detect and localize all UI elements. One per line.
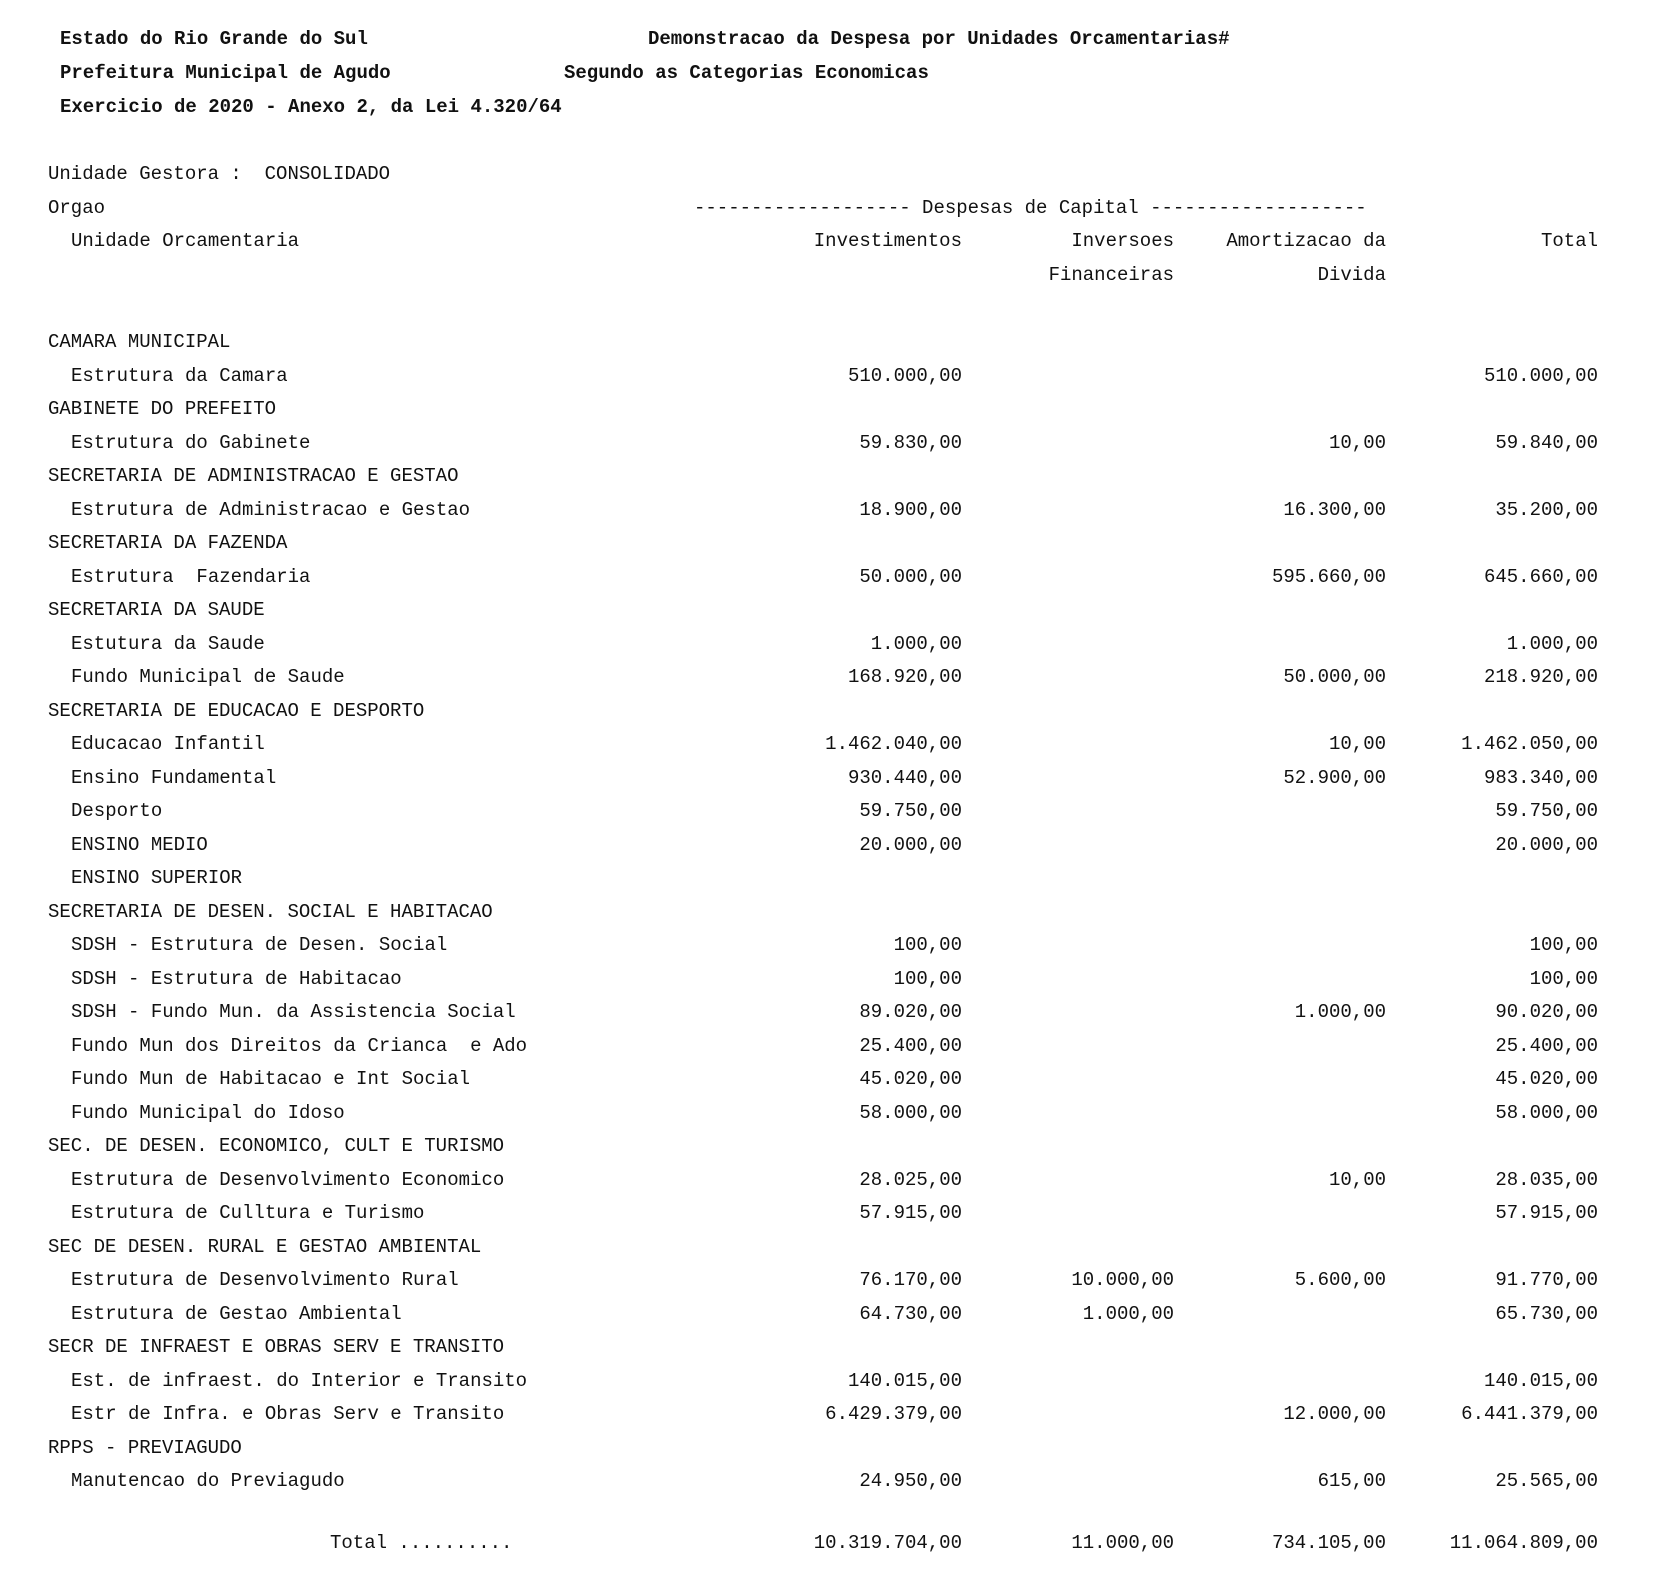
unidade-label: Fundo Municipal de Saude (71, 666, 345, 688)
cell-investimentos: 100,00 (893, 934, 962, 956)
cell-total: 25.400,00 (1495, 1035, 1598, 1057)
unidade-gestora-label: Unidade Gestora : CONSOLIDADO (48, 163, 391, 185)
cell-investimentos: 45.020,00 (859, 1068, 962, 1090)
cell-investimentos: 6.429.379,00 (825, 1403, 962, 1425)
cell-total: 100,00 (1529, 934, 1598, 956)
cell-total: 983.340,00 (1483, 767, 1598, 789)
cell-total: 645.660,00 (1483, 566, 1598, 588)
unidade-label: SDSH - Estrutura de Habitacao (71, 968, 402, 990)
unidade-orcamentaria-label: Unidade Orcamentaria (71, 230, 300, 252)
orgao-heading: SECRETARIA DA FAZENDA (48, 532, 288, 554)
cell-total: 90.020,00 (1495, 1001, 1598, 1023)
orgao-heading: SECRETARIA DE DESEN. SOCIAL E HABITACAO (48, 901, 493, 923)
report-title: Demonstracao da Despesa por Unidades Orcamentarias# (648, 28, 1230, 50)
col-amortizacao-line2: Divida (1317, 264, 1386, 286)
unidade-label: SDSH - Estrutura de Desen. Social (71, 934, 448, 956)
cell-total: 45.020,00 (1495, 1068, 1598, 1090)
cell-total: 510.000,00 (1483, 365, 1598, 387)
totals-investimentos: 10.319.704,00 (813, 1532, 962, 1554)
unidade-label: Ensino Fundamental (71, 767, 277, 789)
cell-investimentos: 20.000,00 (859, 834, 962, 856)
col-amortizacao-line1: Amortizacao da (1226, 230, 1386, 252)
unidade-label: Estutura da Saude (71, 633, 265, 655)
cell-total: 58.000,00 (1495, 1102, 1598, 1124)
orgao-heading: SEC. DE DESEN. ECONOMICO, CULT E TURISMO (48, 1135, 505, 1157)
unidade-label: Fundo Mun dos Direitos da Crianca e Ado (71, 1035, 528, 1057)
cell-total: 1.000,00 (1506, 633, 1598, 655)
orgao-heading: RPPS - PREVIAGUDO (48, 1437, 242, 1459)
cell-investimentos: 18.900,00 (859, 499, 962, 521)
cell-total: 35.200,00 (1495, 499, 1598, 521)
state-name: Estado do Rio Grande do Sul (60, 28, 368, 50)
orgao-heading: SECRETARIA DA SAUDE (48, 599, 265, 621)
cell-total: 57.915,00 (1495, 1202, 1598, 1224)
cell-total: 65.730,00 (1495, 1303, 1598, 1325)
cell-investimentos: 510.000,00 (847, 365, 962, 387)
unidade-label: ENSINO SUPERIOR (71, 867, 243, 889)
cell-total: 59.840,00 (1495, 432, 1598, 454)
col-inversoes-line2: Financeiras (1048, 264, 1174, 286)
unidade-label: Estrutura Fazendaria (71, 566, 311, 588)
unidade-label: Estrutura de Gestao Ambiental (71, 1303, 402, 1325)
cell-amortizacao: 595.660,00 (1271, 566, 1386, 588)
unidade-label: Estrutura de Desenvolvimento Rural (71, 1269, 459, 1291)
cell-total: 100,00 (1529, 968, 1598, 990)
cell-amortizacao: 5.600,00 (1294, 1269, 1386, 1291)
unidade-label: Fundo Mun de Habitacao e Int Social (71, 1068, 471, 1090)
cell-investimentos: 24.950,00 (859, 1470, 962, 1492)
cell-investimentos: 28.025,00 (859, 1169, 962, 1191)
cell-total: 25.565,00 (1495, 1470, 1598, 1492)
unidade-label: SDSH - Fundo Mun. da Assistencia Social (71, 1001, 516, 1023)
unidade-label: Educacao Infantil (71, 733, 265, 755)
prefeitura-name: Prefeitura Municipal de Agudo (60, 62, 391, 84)
orgao-heading: SECRETARIA DE EDUCACAO E DESPORTO (48, 700, 425, 722)
cell-total: 20.000,00 (1495, 834, 1598, 856)
cell-investimentos: 140.015,00 (847, 1370, 962, 1392)
cell-inversoes: 10.000,00 (1071, 1269, 1174, 1291)
totals-label: Total .......... (330, 1532, 513, 1554)
cell-investimentos: 89.020,00 (859, 1001, 962, 1023)
cell-investimentos: 100,00 (893, 968, 962, 990)
orgao-heading: SECRETARIA DE ADMINISTRACAO E GESTAO (48, 465, 459, 487)
unidade-label: Fundo Municipal do Idoso (71, 1102, 345, 1124)
cell-investimentos: 59.830,00 (859, 432, 962, 454)
orgao-heading: CAMARA MUNICIPAL (48, 331, 231, 353)
unidade-label: Est. de infraest. do Interior e Transito (71, 1370, 528, 1392)
unidade-label: Estrutura de Desenvolvimento Economico (71, 1169, 505, 1191)
totals-total: 11.064.809,00 (1449, 1532, 1598, 1554)
unidade-label: Estrutura de Administracao e Gestao (71, 499, 471, 521)
cell-investimentos: 64.730,00 (859, 1303, 962, 1325)
cell-total: 1.462.050,00 (1461, 733, 1598, 755)
despesas-capital-header: ------------------- Despesas de Capital ------------------- (694, 197, 1367, 219)
col-inversoes-line1: Inversoes (1071, 230, 1174, 252)
cell-investimentos: 76.170,00 (859, 1269, 962, 1291)
unidade-label: Manutencao do Previagudo (71, 1470, 345, 1492)
cell-investimentos: 1.000,00 (870, 633, 962, 655)
cell-total: 28.035,00 (1495, 1169, 1598, 1191)
report-subtitle: Segundo as Categorias Economicas (564, 62, 929, 84)
orgao-heading: SEC DE DESEN. RURAL E GESTAO AMBIENTAL (48, 1236, 482, 1258)
unidade-label: Estrutura do Gabinete (71, 432, 311, 454)
cell-total: 218.920,00 (1483, 666, 1598, 688)
cell-amortizacao: 16.300,00 (1283, 499, 1386, 521)
exercicio-label: Exercicio de 2020 - Anexo 2, da Lei 4.320/64 (60, 96, 562, 118)
unidade-label: ENSINO MEDIO (71, 834, 208, 856)
cell-amortizacao: 10,00 (1328, 432, 1386, 454)
col-total: Total (1540, 230, 1598, 252)
cell-investimentos: 57.915,00 (859, 1202, 962, 1224)
cell-investimentos: 168.920,00 (847, 666, 962, 688)
cell-investimentos: 59.750,00 (859, 800, 962, 822)
cell-amortizacao: 10,00 (1328, 733, 1386, 755)
cell-investimentos: 58.000,00 (859, 1102, 962, 1124)
cell-total: 91.770,00 (1495, 1269, 1598, 1291)
unidade-label: Desporto (71, 800, 163, 822)
cell-amortizacao: 1.000,00 (1294, 1001, 1386, 1023)
cell-investimentos: 1.462.040,00 (825, 733, 962, 755)
unidade-label: Estr de Infra. e Obras Serv e Transito (71, 1403, 505, 1425)
cell-investimentos: 25.400,00 (859, 1035, 962, 1057)
unidade-label: Estrutura de Culltura e Turismo (71, 1202, 425, 1224)
cell-total: 140.015,00 (1483, 1370, 1598, 1392)
cell-investimentos: 50.000,00 (859, 566, 962, 588)
cell-inversoes: 1.000,00 (1082, 1303, 1174, 1325)
cell-investimentos: 930.440,00 (847, 767, 962, 789)
orgao-label: Orgao (48, 197, 106, 219)
totals-amortizacao: 734.105,00 (1271, 1532, 1386, 1554)
cell-amortizacao: 12.000,00 (1283, 1403, 1386, 1425)
unidade-label: Estrutura da Camara (71, 365, 288, 387)
orgao-heading: GABINETE DO PREFEITO (48, 398, 277, 420)
cell-total: 59.750,00 (1495, 800, 1598, 822)
cell-amortizacao: 52.900,00 (1283, 767, 1386, 789)
cell-total: 6.441.379,00 (1461, 1403, 1598, 1425)
orgao-heading: SECR DE INFRAEST E OBRAS SERV E TRANSITO (48, 1336, 505, 1358)
cell-amortizacao: 10,00 (1328, 1169, 1386, 1191)
cell-amortizacao: 615,00 (1317, 1470, 1386, 1492)
cell-amortizacao: 50.000,00 (1283, 666, 1386, 688)
totals-inversoes: 11.000,00 (1071, 1532, 1174, 1554)
col-investimentos: Investimentos (813, 230, 962, 252)
